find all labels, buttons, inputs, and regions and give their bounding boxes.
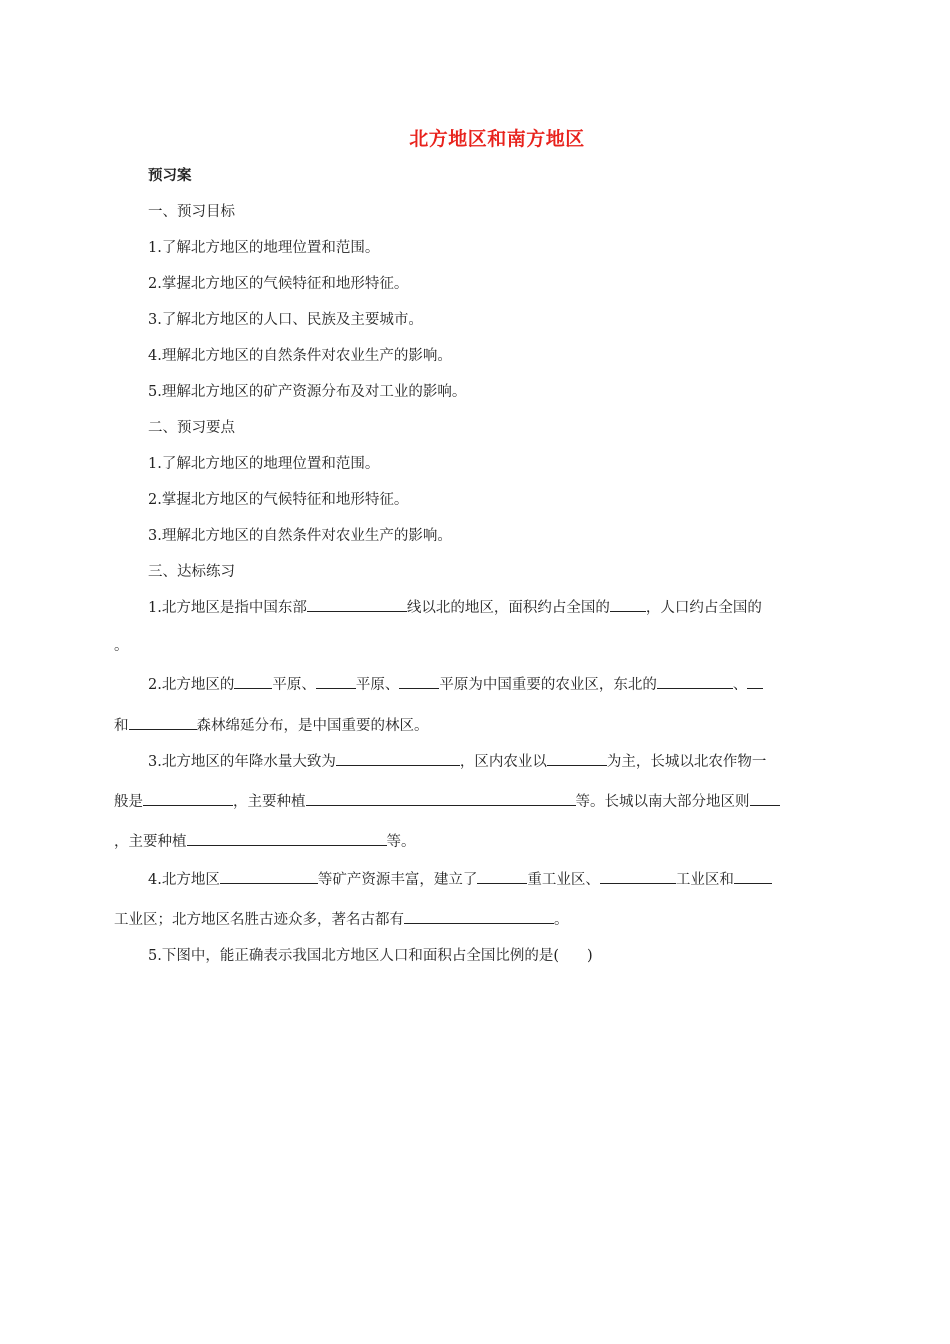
question-5 (148, 944, 593, 965)
goal-item: 1.了解北方地区的地理位置和范围。 (148, 240, 380, 256)
question-4-cont (114, 908, 569, 929)
q3-text-h: 等。 (386, 834, 416, 850)
q2-blank-6[interactable] (129, 715, 197, 730)
q4-blank-4[interactable] (734, 869, 772, 884)
q4-blank-5[interactable] (404, 909, 554, 924)
q3-text-c: 为主，长城以北农作物一 (606, 754, 767, 770)
question-3-cont (114, 790, 780, 811)
q2-blank-4[interactable] (657, 674, 733, 689)
question-2 (148, 673, 763, 694)
goal-item: 5.理解北方地区的矿产资源分布及对工业的影响。 (148, 384, 467, 400)
point-item: 2.掌握北方地区的气候特征和地形特征。 (148, 492, 409, 508)
q4-text-d: 工业区和 (675, 872, 734, 888)
question-3-cont2 (114, 830, 416, 851)
q3-text-g: ，主要种植 (114, 834, 187, 850)
q2-text-f: 和 (114, 718, 129, 734)
point-item: 1.了解北方地区的地理位置和范围。 (148, 456, 380, 472)
q3-text-e: ，主要种植 (233, 794, 306, 810)
q1-end: 。 (114, 638, 129, 654)
question-2-cont (114, 714, 429, 735)
q4-blank-1[interactable] (220, 869, 318, 884)
q4-blank-2[interactable] (477, 869, 527, 884)
page-title: 北方地区和南方地区 (409, 128, 585, 150)
q2-text-c: 平原、 (355, 677, 400, 693)
q1-text-c: ，人口约占全国的 (645, 600, 762, 616)
q3-blank-1[interactable] (336, 751, 460, 766)
q3-blank-6[interactable] (187, 831, 387, 846)
q5-text-b: ) (587, 948, 593, 964)
q2-text-b: 平原、 (272, 677, 316, 693)
goals-heading: 一、预习目标 (148, 204, 235, 220)
q5-text-a: 5.下图中，能正确表示我国北方地区人口和面积占全国比例的是( (148, 948, 559, 964)
points-heading: 二、预习要点 (148, 420, 235, 436)
q3-blank-5[interactable] (750, 791, 780, 806)
q1-blank-2[interactable] (610, 597, 646, 612)
q3-blank-4[interactable] (306, 791, 576, 806)
goal-item: 2.掌握北方地区的气候特征和地形特征。 (148, 276, 409, 292)
q2-blank-3[interactable] (399, 674, 439, 689)
q3-text-a: 3.北方地区的年降水量大致为 (148, 754, 336, 770)
q3-text-d: 般是 (114, 794, 143, 810)
q4-text-a: 4.北方地区 (148, 872, 220, 888)
question-4 (148, 868, 772, 889)
q4-text-c: 重工业区、 (527, 872, 600, 888)
section-label: 预习案 (148, 168, 192, 184)
q3-blank-3[interactable] (143, 791, 233, 806)
q2-text-g: 森林绵延分布，是中国重要的林区。 (196, 718, 429, 734)
point-item: 3.理解北方地区的自然条件对农业生产的影响。 (148, 528, 452, 544)
q2-blank-5[interactable] (747, 674, 763, 689)
q2-text-d: 平原为中国重要的农业区，东北的 (439, 677, 657, 693)
q1-text-a: 1.北方地区是指中国东部 (148, 600, 307, 616)
q4-text-e: 工业区；北方地区名胜古迹众多，著名古都有 (114, 912, 404, 928)
q4-text-b: 等矿产资源丰富，建立了 (317, 872, 478, 888)
q1-blank-1[interactable] (307, 597, 407, 612)
q2-blank-2[interactable] (316, 674, 356, 689)
q1-text-b: 线以北的地区，面积约占全国的 (406, 600, 610, 616)
exercises-heading: 三、达标练习 (148, 564, 235, 580)
goal-item: 3.了解北方地区的人口、民族及主要城市。 (148, 312, 423, 328)
q2-text-a: 2.北方地区的 (148, 677, 235, 693)
question-1 (148, 596, 762, 617)
q3-blank-2[interactable] (547, 751, 607, 766)
q4-blank-3[interactable] (600, 869, 676, 884)
q3-text-b: ，区内农业以 (459, 754, 547, 770)
q2-blank-1[interactable] (234, 674, 272, 689)
question-3 (148, 750, 766, 771)
q4-text-f: 。 (554, 912, 569, 928)
q2-text-e: 、 (732, 677, 748, 693)
goal-item: 4.理解北方地区的自然条件对农业生产的影响。 (148, 348, 452, 364)
q3-text-f: 等。长城以南大部分地区则 (575, 794, 750, 810)
